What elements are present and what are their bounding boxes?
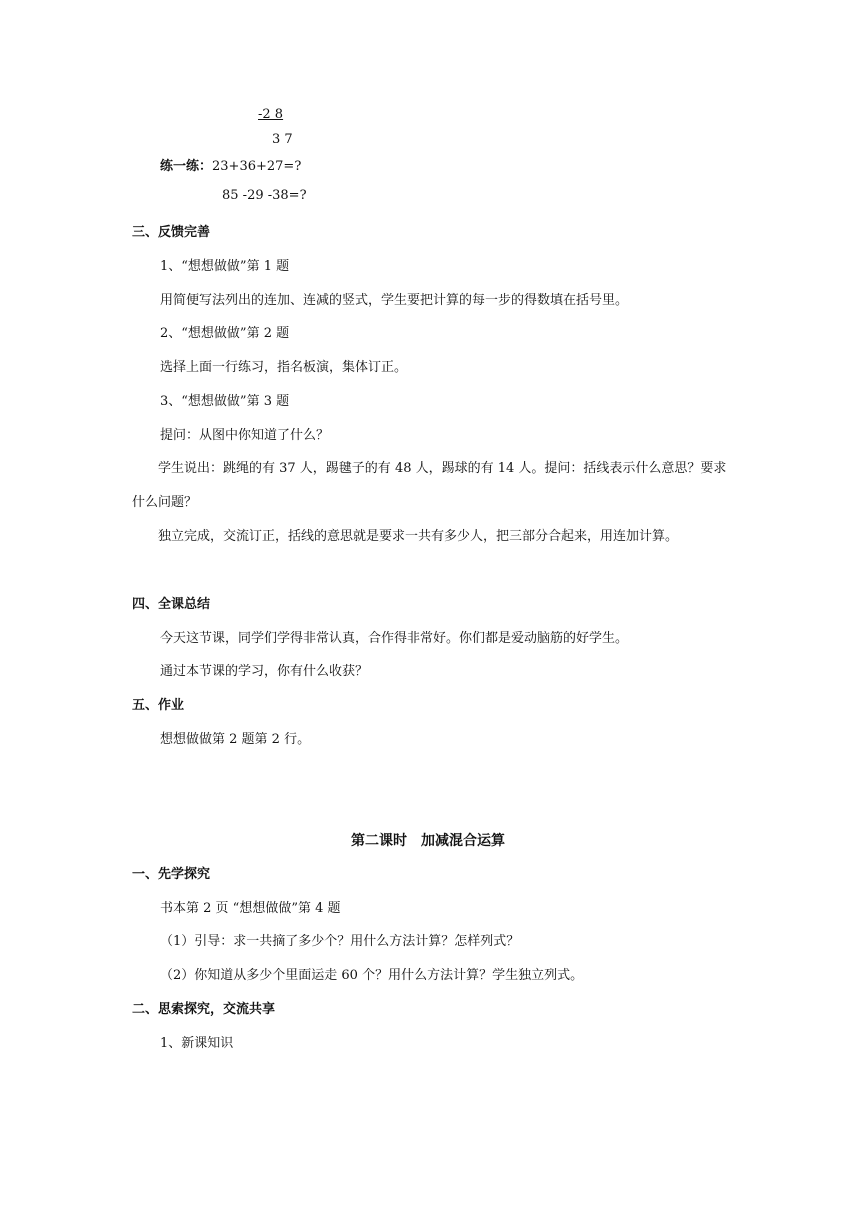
section-heading-share: 二、思索探究，交流共享 xyxy=(132,1002,276,1017)
item3-title: 3、“想想做做”第 3 题 xyxy=(160,394,290,409)
section-heading-homework: 五、作业 xyxy=(132,698,185,713)
item3-conclusion: 独立完成，交流订正，括线的意思就是要求一共有多少人，把三部分合起来，用连加计算。 xyxy=(158,529,679,544)
summary-line-1: 今天这节课，同学们学得非常认真，合作得非常好。你们都是爱动脑筋的好学生。 xyxy=(160,631,629,646)
practice-label: 练一练： xyxy=(160,159,213,174)
item3-answer: 学生说出：跳绳的有 37 人，踢毽子的有 48 人，踢球的有 14 人。提问：括线表示什么意思？要求什么问题？ xyxy=(132,461,727,510)
homework-line-1: 想想做做第 2 题第 2 行。 xyxy=(160,732,311,747)
item3-question: 提问：从图中你知道了什么？ xyxy=(160,428,330,443)
practice-expr-1: 23+36+27=? xyxy=(212,159,302,174)
item1-title: 1、“想想做做”第 1 题 xyxy=(160,259,290,274)
section-heading-explore: 一、先学探究 xyxy=(132,867,211,882)
explore-line-2: （1）引导：求一共摘了多少个？用什么方法计算？怎样列式？ xyxy=(160,934,520,949)
lesson2-title: 第二课时 加减混合运算 xyxy=(351,833,505,849)
calc-result: 3 7 xyxy=(272,132,293,147)
practice-expr-2: 85 -29 -38=? xyxy=(222,188,307,203)
section-heading-summary: 四、全课总结 xyxy=(132,597,211,612)
share-line-1: 1、新课知识 xyxy=(160,1036,234,1051)
practice-line-1 xyxy=(160,158,301,176)
explore-line-3: （2）你知道从多少个里面运走 60 个？用什么方法计算？学生独立列式。 xyxy=(160,968,584,983)
item2-text: 选择上面一行练习，指名板演，集体订正。 xyxy=(160,360,408,375)
calc-subtrahend: -2 8 xyxy=(258,107,284,122)
item2-title: 2、“想想做做”第 2 题 xyxy=(160,326,290,341)
item1-text: 用简便写法列出的连加、连减的竖式，学生要把计算的每一步的得数填在括号里。 xyxy=(160,293,629,308)
summary-line-2: 通过本节课的学习，你有什么收获？ xyxy=(160,664,369,679)
explore-line-1: 书本第 2 页 “想想做做”第 4 题 xyxy=(160,901,341,916)
section-heading-feedback: 三、反馈完善 xyxy=(132,225,211,240)
